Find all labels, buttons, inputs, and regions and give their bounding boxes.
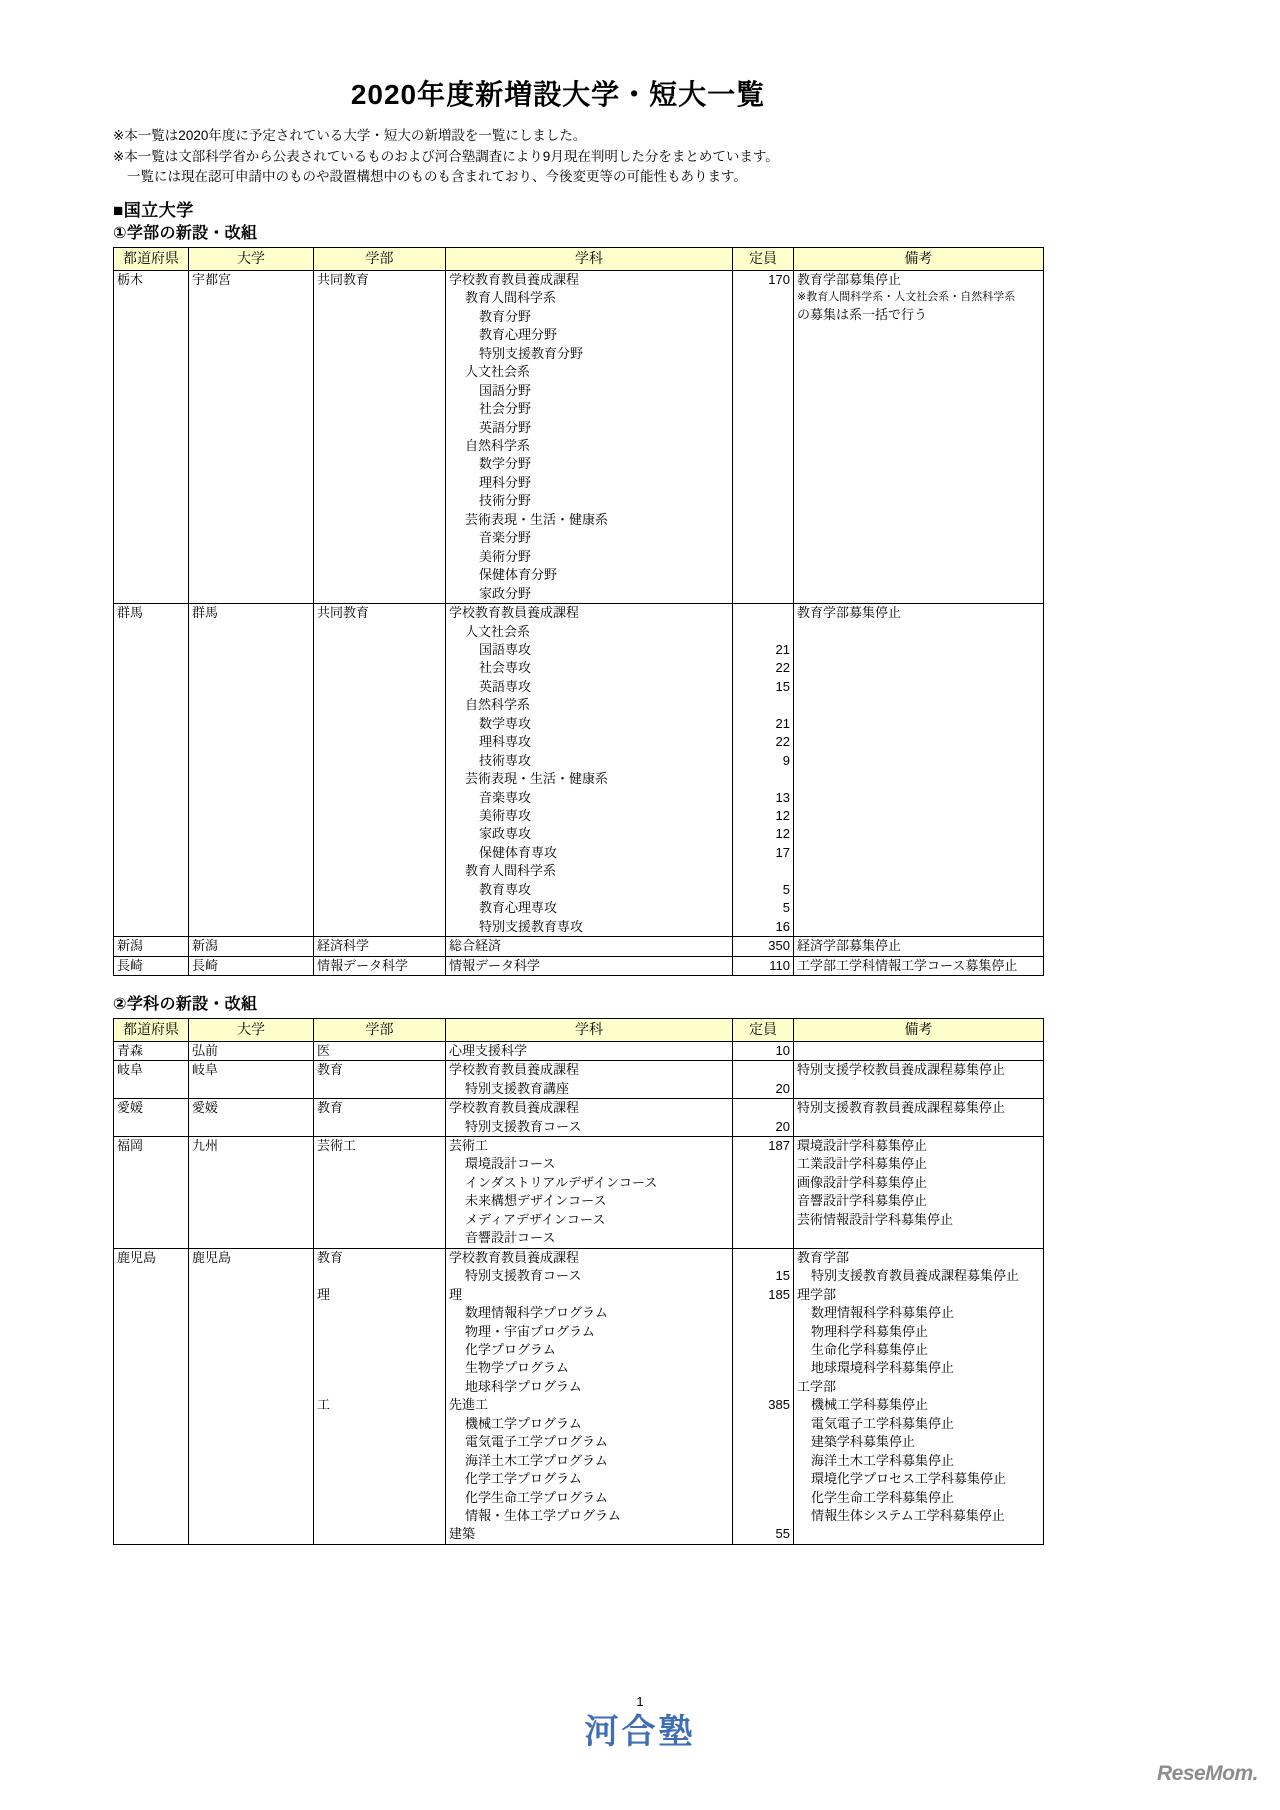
list-item: 地球科学プログラム (465, 1378, 582, 1394)
remark-line: 教育学部募集停止 (797, 271, 902, 287)
note-line-2: ※本一覧は文部科学省から公表されているものおよび河合塾調査により9月現在判明した分をまとめています。 (113, 148, 779, 164)
cell-prefecture: 愛媛 (114, 1099, 189, 1137)
list-item: 芸術工 (317, 1137, 357, 1153)
list-item: 自然科学系 (465, 697, 531, 713)
capacity-value: 15 (775, 1268, 790, 1284)
list-item: 特別支援教育講座 (465, 1080, 570, 1096)
cell-university: 鹿児島 (189, 1248, 314, 1544)
capacity-value: 20 (775, 1080, 790, 1096)
table1-body (114, 270, 1044, 975)
list-item: 美術分野 (479, 548, 532, 564)
list-item: 家政専攻 (479, 826, 532, 842)
list-item: 音楽専攻 (479, 789, 532, 805)
capacity-value: 385 (768, 1397, 790, 1413)
remark-line: 電気電子工学科募集停止 (811, 1415, 955, 1431)
cell-university: 群馬 (189, 604, 314, 937)
list-item: 教育心理専攻 (479, 900, 558, 916)
cell-university: 新潟 (189, 937, 314, 956)
table-department-new-reorg (113, 1018, 1044, 1545)
remark-line: 特別支援学校教員養成課程募集停止 (797, 1062, 1006, 1078)
capacity-value: 21 (775, 641, 790, 657)
table-row (114, 937, 1044, 956)
cell-department-list (446, 1099, 733, 1137)
list-item: 理科分野 (479, 474, 532, 490)
capacity-value (736, 1470, 790, 1488)
table-row (114, 604, 1044, 937)
cell-faculty: 経済科学 (314, 937, 446, 956)
capacity-value: 22 (775, 734, 790, 750)
list-item: 生物学プログラム (465, 1360, 569, 1376)
list-item: 教育心理分野 (479, 327, 558, 343)
table-row (114, 1061, 1044, 1099)
col-header-remarks: 備考 (794, 247, 1044, 270)
cell-faculty-list (314, 1136, 446, 1248)
capacity-value (736, 1323, 790, 1341)
col-header-department: 学科 (446, 247, 733, 270)
capacity-value (736, 623, 790, 641)
cell-department-list (446, 1248, 733, 1544)
table-faculty-new-reorg (113, 247, 1044, 976)
document-content (113, 78, 1020, 1545)
list-item: 学校教育教員養成課程 (449, 1100, 580, 1116)
list-item: 理科専攻 (479, 734, 532, 750)
capacity-value (736, 1341, 790, 1359)
list-item: 国語分野 (479, 382, 532, 398)
cell-capacity-list (733, 1099, 794, 1137)
cell-department-list (446, 1061, 733, 1099)
table-row (114, 1248, 1044, 1544)
list-item: 情報・生体工学プログラム (465, 1508, 621, 1524)
cell-prefecture: 青森 (114, 1041, 189, 1060)
col-header-faculty: 学部 (314, 247, 446, 270)
cell-department-list (446, 1041, 733, 1060)
capacity-value: 5 (782, 881, 790, 897)
capacity-value: 15 (775, 678, 790, 694)
list-item: 家政分野 (479, 585, 532, 601)
cell-remarks (794, 604, 1044, 937)
list-item (317, 1304, 442, 1322)
capacity-value: 55 (775, 1526, 790, 1542)
list-item: 学校教育教員養成課程 (449, 605, 580, 621)
list-item: 教育 (317, 1249, 344, 1265)
col-header-department: 学科 (446, 1018, 733, 1041)
capacity-value (736, 1378, 790, 1396)
list-item: 芸術工 (449, 1137, 489, 1153)
list-item: 保健体育専攻 (479, 844, 558, 860)
page-footer (0, 1695, 1280, 1751)
remark-line: 海洋土木工学科募集停止 (811, 1452, 955, 1468)
list-item (317, 1359, 442, 1377)
col-header-university: 大学 (189, 247, 314, 270)
list-item: 電気電子工学プログラム (465, 1434, 608, 1450)
list-item: 心理支援科学 (449, 1042, 528, 1058)
list-item: 化学生命工学プログラム (465, 1489, 608, 1505)
remark-line: 物理科学科募集停止 (811, 1323, 929, 1339)
capacity-value (736, 1155, 790, 1173)
remark-line: 特別支援教育教員養成課程募集停止 (797, 1100, 1006, 1116)
list-item: 教育人間科学系 (465, 863, 557, 879)
remark-line: 特別支援教育教員養成課程募集停止 (811, 1268, 1020, 1284)
list-item: 国語専攻 (479, 641, 532, 657)
cell-capacity-list (733, 1136, 794, 1248)
cell-department-list (446, 1136, 733, 1248)
capacity-value: 20 (775, 1118, 790, 1134)
list-item: 特別支援教育コース (465, 1118, 582, 1134)
col-header-faculty: 学部 (314, 1018, 446, 1041)
list-item: 化学工学プログラム (465, 1471, 582, 1487)
cell-university: 岐阜 (189, 1061, 314, 1099)
list-item (317, 1323, 442, 1341)
cell-prefecture: 鹿児島 (114, 1248, 189, 1544)
remark-line: 芸術情報設計学科募集停止 (797, 1211, 954, 1227)
capacity-value: 5 (782, 900, 790, 916)
section-heading-national-universities: ■国立大学 (113, 201, 194, 221)
list-item: 特別支援教育分野 (479, 345, 584, 361)
list-item: インダストリアルデザインコース (465, 1174, 658, 1190)
capacity-value: 17 (775, 844, 790, 860)
capacity-value: 16 (775, 918, 790, 934)
remark-line: 理学部 (797, 1286, 837, 1302)
list-item (317, 1267, 442, 1285)
capacity-value (736, 1099, 790, 1117)
list-item: 保健体育分野 (479, 567, 558, 583)
list-item: 学校教育教員養成課程 (449, 271, 580, 287)
capacity-value (736, 1452, 790, 1470)
list-item: 芸術表現・生活・健康系 (465, 511, 609, 527)
cell-capacity-list (733, 1248, 794, 1544)
list-item: 建築 (449, 1526, 476, 1542)
list-item: 工 (317, 1397, 331, 1413)
capacity-value (736, 1415, 790, 1433)
list-item (317, 1378, 442, 1396)
remark-line: 機械工学科募集停止 (811, 1397, 929, 1413)
cell-department: 総合経済 (446, 937, 733, 956)
cell-faculty-list (314, 1248, 446, 1544)
capacity-value: 22 (775, 660, 790, 676)
capacity-value (736, 1304, 790, 1322)
cell-faculty: 共同教育 (314, 604, 446, 937)
remark-line: 建築学科募集停止 (811, 1434, 916, 1450)
cell-faculty: 共同教育 (314, 270, 446, 603)
cell-capacity-list (733, 1061, 794, 1099)
list-item: 人文社会系 (465, 364, 531, 380)
cell-university: 弘前 (189, 1041, 314, 1060)
capacity-value: 12 (775, 826, 790, 842)
remark-line: 工学部 (797, 1378, 837, 1394)
list-item: 化学プログラム (465, 1341, 556, 1357)
list-item: 自然科学系 (465, 437, 531, 453)
capacity-value (736, 1489, 790, 1507)
list-item: 環境設計コース (465, 1156, 556, 1172)
table-row (114, 270, 1044, 603)
cell-remarks: 経済学部募集停止 (794, 937, 1044, 956)
cell-capacity (733, 270, 794, 603)
kawaijuku-logo: 河合塾 (584, 1713, 696, 1751)
remark-line: 環境化学プロセス工学科募集停止 (811, 1471, 1007, 1487)
cell-prefecture: 栃木 (114, 270, 189, 603)
cell-prefecture: 福岡 (114, 1136, 189, 1248)
list-item: 英語分野 (479, 419, 532, 435)
cell-university: 長崎 (189, 956, 314, 975)
list-item: 技術専攻 (479, 752, 532, 768)
list-item: 教育専攻 (479, 881, 532, 897)
note-line-1: ※本一覧は2020年度に予定されている大学・短大の新増設を一覧にしました。 (113, 127, 587, 143)
list-item: 物理・宇宙プログラム (465, 1323, 595, 1339)
cell-remarks (794, 1061, 1044, 1099)
resemom-watermark: ReseMom. (1156, 1762, 1258, 1785)
capacity-value (736, 1433, 790, 1451)
list-item: 特別支援教育コース (465, 1268, 582, 1284)
cell-remarks (794, 1041, 1044, 1060)
table1-caption: ①学部の新設・改組 (113, 225, 258, 243)
remark-line: 画像設計学科募集停止 (797, 1174, 928, 1190)
capacity-value (736, 696, 790, 714)
list-item: 数学分野 (479, 456, 532, 472)
capacity-value: 13 (775, 789, 790, 805)
capacity-value: 10 (775, 1042, 790, 1058)
capacity-value (736, 862, 790, 880)
list-item: 医 (317, 1042, 331, 1058)
remark-line: 情報生体システム工学科募集停止 (811, 1508, 1005, 1524)
capacity-value (736, 1507, 790, 1525)
cell-remarks (794, 1099, 1044, 1137)
list-item: 社会分野 (479, 401, 532, 417)
page-number: 1 (636, 1694, 644, 1709)
list-item: 教育分野 (479, 308, 532, 324)
col-header-capacity: 定員 (733, 247, 794, 270)
list-item: 音楽分野 (479, 530, 532, 546)
capacity-value (736, 1061, 790, 1079)
list-item: 芸術表現・生活・健康系 (465, 771, 609, 787)
cell-faculty-list (314, 1041, 446, 1060)
list-item: 未来構想デザインコース (465, 1193, 607, 1209)
cell-remarks: 工学部工学科情報工学コース募集停止 (794, 956, 1044, 975)
list-item: 機械工学プログラム (465, 1415, 582, 1431)
table2-header-row (114, 1018, 1044, 1041)
table-row (114, 956, 1044, 975)
cell-faculty-list (314, 1099, 446, 1137)
col-header-remarks: 備考 (794, 1018, 1044, 1041)
list-item: 美術専攻 (479, 808, 532, 824)
remark-line: 化学生命工学科募集停止 (811, 1489, 955, 1505)
cell-remarks (794, 1248, 1044, 1544)
table1-header-row (114, 247, 1044, 270)
remark-line: 生命化学科募集停止 (811, 1341, 929, 1357)
list-item: 教育 (317, 1100, 344, 1116)
table2-caption: ②学科の新設・改組 (113, 996, 258, 1014)
remark-line: 工業設計学科募集停止 (797, 1156, 928, 1172)
list-item: メディアデザインコース (465, 1211, 606, 1227)
cell-prefecture: 新潟 (114, 937, 189, 956)
list-item: 学校教育教員養成課程 (449, 1249, 580, 1265)
capacity-value: 9 (782, 752, 790, 768)
list-item: 教育 (317, 1062, 344, 1078)
col-header-capacity: 定員 (733, 1018, 794, 1041)
capacity-value (736, 770, 790, 788)
list-item: 技術分野 (479, 493, 532, 509)
cell-prefecture: 岐阜 (114, 1061, 189, 1099)
cell-university: 愛媛 (189, 1099, 314, 1137)
capacity-value: 187 (768, 1137, 790, 1153)
capacity-value (736, 1211, 790, 1229)
capacity-value (736, 1229, 790, 1247)
cell-prefecture: 群馬 (114, 604, 189, 937)
capacity-value: 21 (775, 715, 790, 731)
note-line-3: 一覧には現在認可申請中のものや設置構想中のものも含まれており、今後変更等の可能性もあります。 (127, 169, 747, 185)
list-item: 音響設計コース (465, 1230, 556, 1246)
cell-department-list (446, 604, 733, 937)
cell-department: 情報データ科学 (446, 956, 733, 975)
capacity-value: 170 (768, 271, 790, 287)
remark-line: 音響設計学科募集停止 (797, 1193, 928, 1209)
cell-capacity-list (733, 604, 794, 937)
list-item: 数理情報科学プログラム (465, 1305, 608, 1321)
list-item: 数学専攻 (479, 715, 532, 731)
remark-line: 数理情報科学科募集停止 (811, 1305, 955, 1321)
col-header-university: 大学 (189, 1018, 314, 1041)
remark-line: 地球環境科学科募集停止 (811, 1360, 955, 1376)
cell-capacity-list (733, 1041, 794, 1060)
table-row (114, 1136, 1044, 1248)
cell-remarks (794, 270, 1044, 603)
list-item: 理 (449, 1286, 463, 1302)
list-item: 社会専攻 (479, 660, 532, 676)
capacity-value (736, 1249, 790, 1267)
capacity-value: 185 (768, 1286, 790, 1302)
remark-line: 教育学部 (797, 1249, 850, 1265)
remark-line: 教育学部募集停止 (797, 605, 902, 621)
capacity-value (736, 1359, 790, 1377)
list-item: 人文社会系 (465, 623, 531, 639)
cell-university: 九州 (189, 1136, 314, 1248)
list-item (317, 1341, 442, 1359)
cell-capacity: 350 (733, 937, 794, 956)
cell-department-list (446, 270, 733, 603)
remark-line: 環境設計学科募集停止 (797, 1137, 928, 1153)
table2-body (114, 1041, 1044, 1544)
table-row (114, 1041, 1044, 1060)
remark-line: の募集は系一括で行う (797, 306, 928, 322)
list-item: 教育人間科学系 (465, 290, 557, 306)
cell-faculty-list (314, 1061, 446, 1099)
capacity-value: 12 (775, 808, 790, 824)
capacity-value (736, 604, 790, 622)
remark-line (797, 1042, 1040, 1060)
table-row (114, 1099, 1044, 1137)
col-header-prefecture: 都道府県 (114, 1018, 189, 1041)
capacity-value (736, 1192, 790, 1210)
cell-university: 宇都宮 (189, 270, 314, 603)
cell-faculty: 情報データ科学 (314, 956, 446, 975)
page-title: 2020年度新増設大学・短大一覧 (350, 79, 766, 110)
capacity-value (736, 1174, 790, 1192)
list-item: 先進工 (449, 1397, 489, 1413)
list-item: 英語専攻 (479, 678, 532, 694)
cell-remarks (794, 1136, 1044, 1248)
cell-capacity: 110 (733, 956, 794, 975)
col-header-prefecture: 都道府県 (114, 247, 189, 270)
list-item: 理 (317, 1286, 331, 1302)
cell-prefecture: 長崎 (114, 956, 189, 975)
list-item: 学校教育教員養成課程 (449, 1062, 580, 1078)
list-item: 特別支援教育専攻 (479, 918, 584, 934)
list-item: 海洋土木工学プログラム (465, 1452, 608, 1468)
remark-line: ※教育人間科学系・人文社会系・自然科学系 (797, 291, 1016, 304)
